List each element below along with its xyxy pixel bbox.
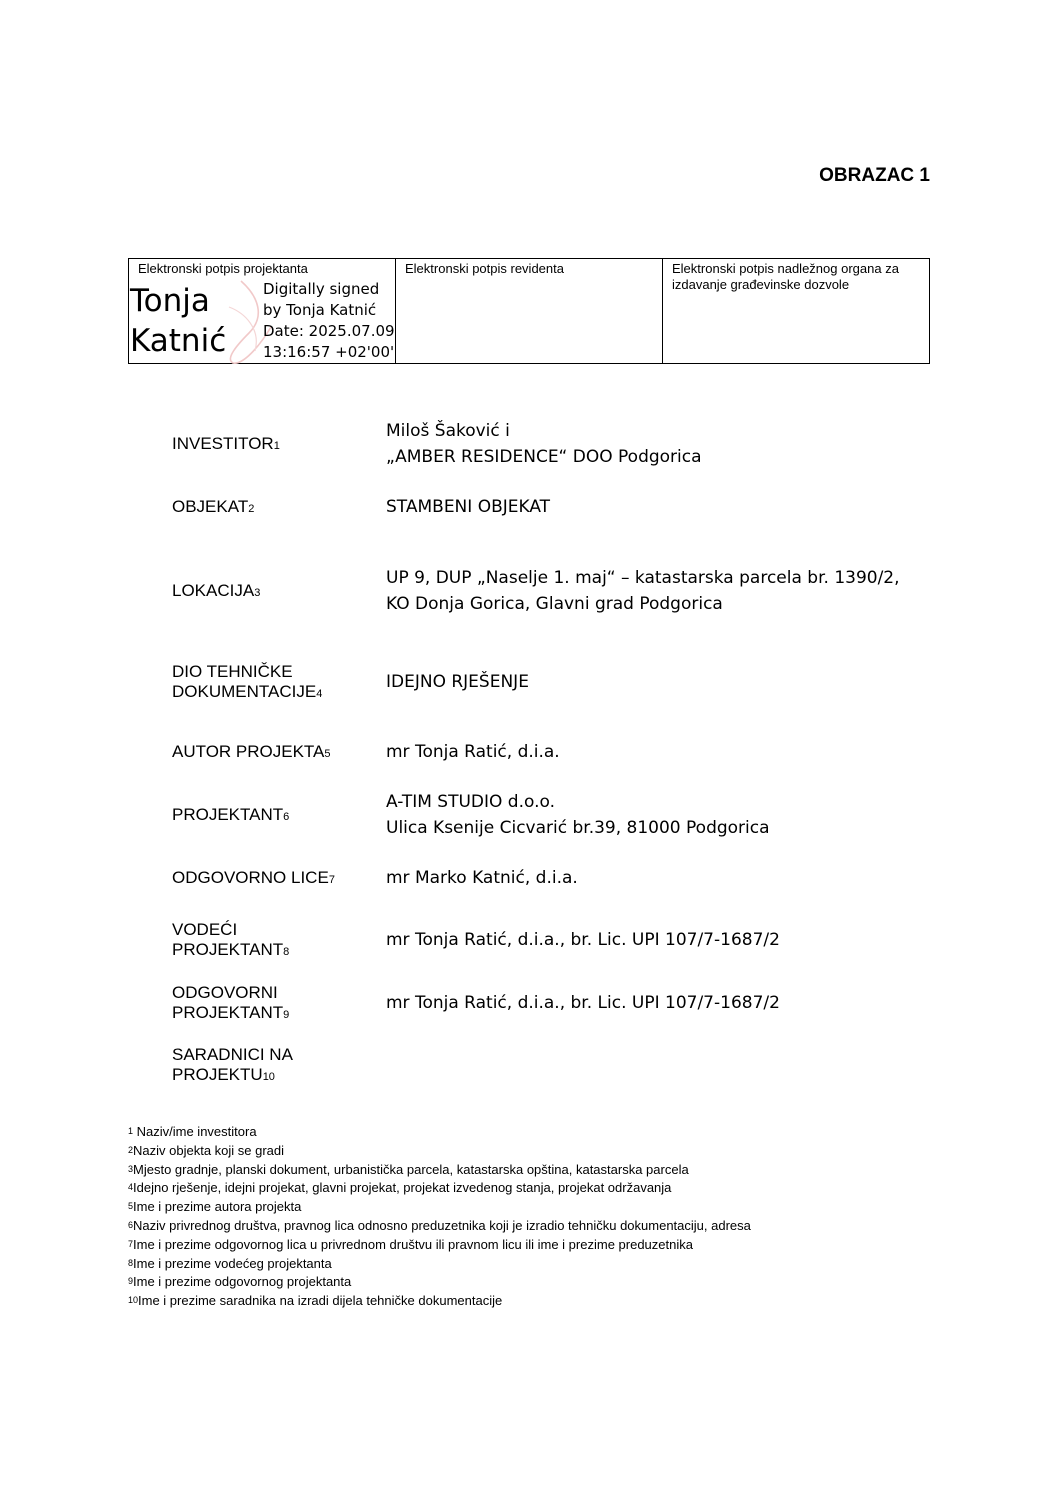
field-label: LOKACIJA$^3$ bbox=[172, 581, 261, 600]
signer-name bbox=[130, 281, 226, 361]
signer-last-name: Katnić bbox=[130, 323, 227, 359]
field-value: mr Tonja Ratić, d.i.a., br. Lic. UPI 107/7-1687/2 bbox=[386, 930, 780, 950]
field-label: DIO TEHNIČKE DOKUMENTACIJE$^4$ bbox=[172, 662, 323, 701]
field-value: mr Tonja Ratić, d.i.a. bbox=[386, 742, 560, 762]
signature-detail-line: Digitally signed bbox=[263, 280, 380, 298]
footnote: $^9$Ime i prezime odgovornog projektanta bbox=[128, 1274, 352, 1290]
field-label: OBJEKAT$^2$ bbox=[172, 497, 255, 516]
field-label: ODGOVORNO LICE$^7$ bbox=[172, 868, 335, 887]
field-label: AUTOR PROJEKTA$^5$ bbox=[172, 742, 331, 761]
signature-cell-projektant bbox=[129, 259, 396, 363]
signature-label-projektant: Elektronski potpis projektanta bbox=[138, 261, 308, 276]
footnote: $^7$Ime i prezime odgovornog lica u privrednom društvu ili pravnom licu ili ime i prezime preduzetnika bbox=[128, 1236, 693, 1252]
footnote: $^8$Ime i prezime vodećeg projektanta bbox=[128, 1255, 332, 1271]
footnote: $^1$ Naziv/ime investitora bbox=[128, 1124, 257, 1139]
footnote: $^{10}$Ime i prezime saradnika na izradi dijela tehničke dokumentacije bbox=[128, 1293, 503, 1309]
footnote: $^3$Mjesto gradnje, planski dokument, urbanistička parcela, katastarska opština, katastarska parcela bbox=[128, 1161, 689, 1177]
field-value: IDEJNO RJEŠENJE bbox=[386, 672, 529, 692]
field-value: mr Tonja Ratić, d.i.a., br. Lic. UPI 107/7-1687/2 bbox=[386, 993, 780, 1013]
field-value: mr Marko Katnić, d.i.a. bbox=[386, 868, 578, 888]
signature-label-revident: Elektronski potpis revidenta bbox=[405, 261, 564, 276]
field-label: SARADNICI NA PROJEKTU$^{10}$ bbox=[172, 1045, 292, 1084]
field-value: UP 9, DUP „Naselje 1. maj“ – katastarska parcela br. 1390/2, KO Donja Gorica, Glavni grad Podgorica bbox=[386, 568, 900, 614]
field-label: PROJEKTANT$^6$ bbox=[172, 805, 290, 824]
field-value: A-TIM STUDIO d.o.o. Ulica Ksenije Cicvarić br.39, 81000 Podgorica bbox=[386, 792, 770, 838]
footnote: $^4$Idejno rješenje, idejni projekat, glavni projekat, projekat izvedenog stanja, projekat održavanja bbox=[128, 1180, 672, 1196]
signature-detail-line: Date: 2025.07.09 bbox=[263, 322, 395, 340]
signature-detail-line: by Tonja Katnić bbox=[263, 301, 377, 319]
footnote: $^6$Naziv privrednog društva, pravnog lica odnosno preduzetnika koji je izradio tehničku dokumentaciju, adresa bbox=[128, 1217, 751, 1233]
field-label: VODEĆI PROJEKTANT$^8$ bbox=[172, 920, 290, 959]
field-label: ODGOVORNI PROJEKTANT$^9$ bbox=[172, 983, 290, 1022]
footnote: $^5$Ime i prezime autora projekta bbox=[128, 1199, 302, 1215]
signature-table bbox=[128, 258, 930, 364]
field-value: STAMBENI OBJEKAT bbox=[386, 497, 551, 517]
signature-details bbox=[263, 279, 395, 363]
signature-cell-organ bbox=[663, 259, 929, 363]
field-label: INVESTITOR$^1$ bbox=[172, 434, 280, 453]
footnote: $^2$Naziv objekta koji se gradi bbox=[128, 1142, 285, 1158]
signature-detail-line: 13:16:57 +02'00' bbox=[263, 343, 395, 361]
signature-label-organ: Elektronski potpis nadležnog organa za izdavanje građevinske dozvole bbox=[672, 261, 899, 292]
signature-cell-revident bbox=[396, 259, 663, 363]
page-title: OBRAZAC 1 bbox=[819, 165, 930, 186]
footnotes bbox=[128, 1123, 751, 1311]
signer-first-name: Tonja bbox=[130, 283, 210, 319]
field-value: Miloš Šaković i „AMBER RESIDENCE“ DOO Podgorica bbox=[386, 421, 702, 467]
